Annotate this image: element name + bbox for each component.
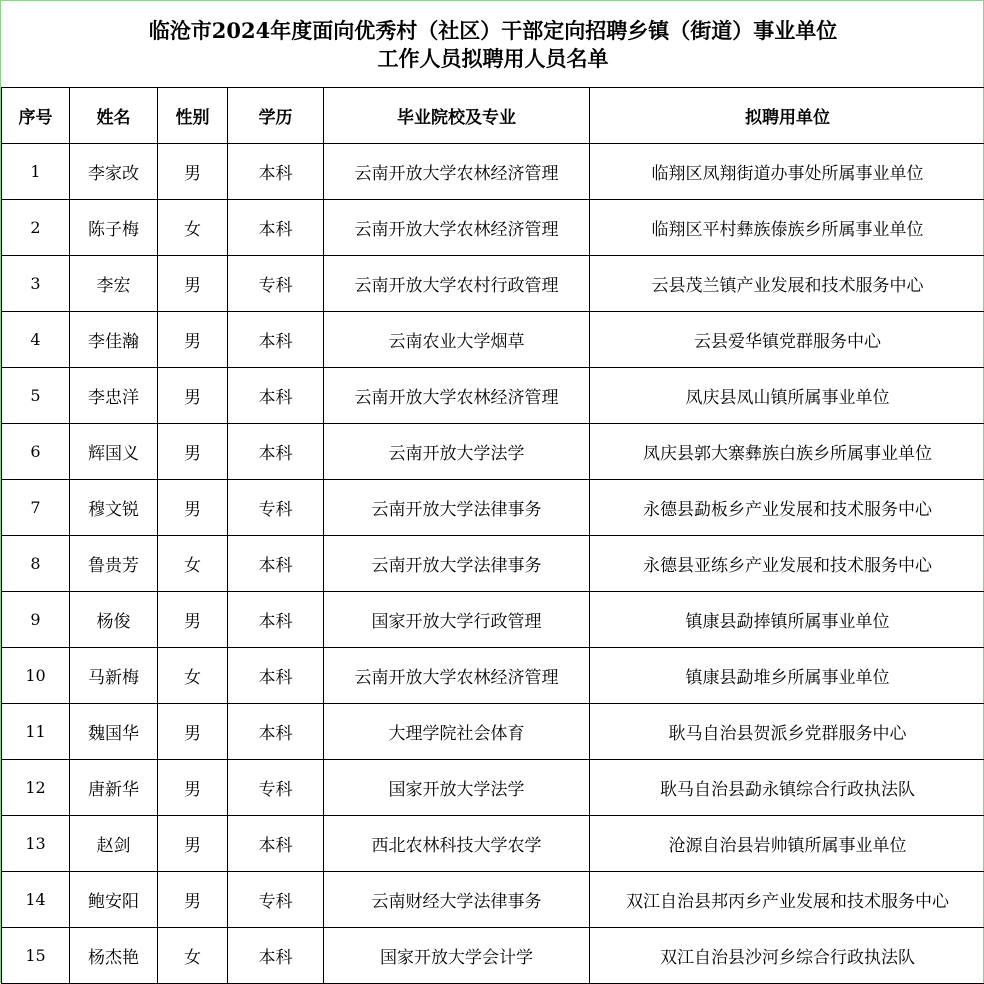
cell-name: 杨俊 [70, 592, 158, 648]
table-row [2, 648, 984, 704]
cell-education: 专科 [228, 480, 324, 536]
cell-education: 本科 [228, 648, 324, 704]
cell-index: 11 [2, 704, 70, 760]
cell-gender: 女 [158, 928, 228, 984]
cell-school-major: 云南开放大学农林经济管理 [324, 648, 590, 704]
table-row [2, 928, 984, 984]
cell-employer: 云县爱华镇党群服务中心 [590, 312, 984, 368]
cell-name: 唐新华 [70, 760, 158, 816]
cell-name: 赵剑 [70, 816, 158, 872]
cell-school-major: 西北农林科技大学农学 [324, 816, 590, 872]
cell-education: 专科 [228, 256, 324, 312]
cell-school-major: 云南财经大学法律事务 [324, 872, 590, 928]
cell-gender: 男 [158, 872, 228, 928]
table-row [2, 816, 984, 872]
cell-education: 本科 [228, 592, 324, 648]
header-employer: 拟聘用单位 [590, 88, 984, 144]
cell-school-major: 国家开放大学会计学 [324, 928, 590, 984]
cell-employer: 永德县亚练乡产业发展和技术服务中心 [590, 536, 984, 592]
cell-gender: 男 [158, 480, 228, 536]
candidate-table [1, 87, 984, 984]
cell-school-major: 云南开放大学农林经济管理 [324, 144, 590, 200]
cell-employer: 临翔区平村彝族傣族乡所属事业单位 [590, 200, 984, 256]
cell-index: 4 [2, 312, 70, 368]
table-row [2, 368, 984, 424]
cell-name: 李家改 [70, 144, 158, 200]
table-row [2, 144, 984, 200]
table-row [2, 872, 984, 928]
cell-education: 本科 [228, 368, 324, 424]
cell-education: 本科 [228, 312, 324, 368]
cell-name: 鲍安阳 [70, 872, 158, 928]
cell-index: 5 [2, 368, 70, 424]
cell-index: 12 [2, 760, 70, 816]
cell-employer: 耿马自治县勐永镇综合行政执法队 [590, 760, 984, 816]
cell-education: 本科 [228, 704, 324, 760]
cell-employer: 临翔区凤翔街道办事处所属事业单位 [590, 144, 984, 200]
cell-education: 专科 [228, 872, 324, 928]
cell-name: 魏国华 [70, 704, 158, 760]
title-line-2: 工作人员拟聘用人员名单 [1, 45, 984, 73]
cell-school-major: 云南农业大学烟草 [324, 312, 590, 368]
cell-school-major: 国家开放大学行政管理 [324, 592, 590, 648]
table-row [2, 256, 984, 312]
cell-name: 陈子梅 [70, 200, 158, 256]
cell-gender: 女 [158, 200, 228, 256]
cell-gender: 男 [158, 424, 228, 480]
cell-education: 本科 [228, 536, 324, 592]
cell-index: 7 [2, 480, 70, 536]
header-index: 序号 [2, 88, 70, 144]
cell-index: 9 [2, 592, 70, 648]
table-row [2, 424, 984, 480]
cell-school-major: 云南开放大学法律事务 [324, 536, 590, 592]
cell-education: 本科 [228, 200, 324, 256]
table-row [2, 704, 984, 760]
table-header-row [2, 88, 984, 144]
table-row [2, 592, 984, 648]
cell-education: 本科 [228, 928, 324, 984]
cell-index: 8 [2, 536, 70, 592]
cell-school-major: 云南开放大学法律事务 [324, 480, 590, 536]
cell-name: 鲁贵芳 [70, 536, 158, 592]
header-name: 姓名 [70, 88, 158, 144]
cell-school-major: 云南开放大学农林经济管理 [324, 368, 590, 424]
cell-gender: 男 [158, 704, 228, 760]
cell-name: 穆文锐 [70, 480, 158, 536]
table-body [2, 144, 984, 984]
document-title [1, 1, 984, 87]
cell-index: 10 [2, 648, 70, 704]
cell-gender: 男 [158, 144, 228, 200]
cell-employer: 凤庆县郭大寨彝族白族乡所属事业单位 [590, 424, 984, 480]
cell-name: 李佳瀚 [70, 312, 158, 368]
table-row [2, 480, 984, 536]
cell-employer: 耿马自治县贺派乡党群服务中心 [590, 704, 984, 760]
cell-employer: 永德县勐板乡产业发展和技术服务中心 [590, 480, 984, 536]
cell-education: 本科 [228, 816, 324, 872]
cell-index: 2 [2, 200, 70, 256]
table-row [2, 200, 984, 256]
cell-education: 本科 [228, 424, 324, 480]
cell-gender: 男 [158, 256, 228, 312]
cell-school-major: 云南开放大学法学 [324, 424, 590, 480]
cell-index: 15 [2, 928, 70, 984]
cell-employer: 云县茂兰镇产业发展和技术服务中心 [590, 256, 984, 312]
cell-school-major: 云南开放大学农林经济管理 [324, 200, 590, 256]
cell-gender: 男 [158, 592, 228, 648]
cell-name: 杨杰艳 [70, 928, 158, 984]
cell-employer: 双江自治县邦丙乡产业发展和技术服务中心 [590, 872, 984, 928]
cell-education: 本科 [228, 144, 324, 200]
cell-gender: 男 [158, 312, 228, 368]
cell-index: 14 [2, 872, 70, 928]
cell-name: 李宏 [70, 256, 158, 312]
header-education: 学历 [228, 88, 324, 144]
cell-gender: 男 [158, 760, 228, 816]
cell-gender: 女 [158, 536, 228, 592]
header-school-major: 毕业院校及专业 [324, 88, 590, 144]
cell-name: 马新梅 [70, 648, 158, 704]
cell-index: 3 [2, 256, 70, 312]
cell-education: 专科 [228, 760, 324, 816]
cell-employer: 镇康县勐捧镇所属事业单位 [590, 592, 984, 648]
cell-gender: 男 [158, 368, 228, 424]
cell-index: 13 [2, 816, 70, 872]
cell-employer: 双江自治县沙河乡综合行政执法队 [590, 928, 984, 984]
cell-employer: 沧源自治县岩帅镇所属事业单位 [590, 816, 984, 872]
cell-employer: 凤庆县凤山镇所属事业单位 [590, 368, 984, 424]
cell-school-major: 大理学院社会体育 [324, 704, 590, 760]
table-row [2, 536, 984, 592]
header-gender: 性别 [158, 88, 228, 144]
cell-name: 辉国义 [70, 424, 158, 480]
cell-gender: 女 [158, 648, 228, 704]
cell-employer: 镇康县勐堆乡所属事业单位 [590, 648, 984, 704]
cell-index: 1 [2, 144, 70, 200]
table-row [2, 312, 984, 368]
cell-school-major: 国家开放大学法学 [324, 760, 590, 816]
title-line-1: 临沧市2024年度面向优秀村（社区）干部定向招聘乡镇（街道）事业单位 [1, 1, 984, 45]
cell-gender: 男 [158, 816, 228, 872]
table-row [2, 760, 984, 816]
cell-school-major: 云南开放大学农村行政管理 [324, 256, 590, 312]
cell-index: 6 [2, 424, 70, 480]
cell-name: 李忠洋 [70, 368, 158, 424]
